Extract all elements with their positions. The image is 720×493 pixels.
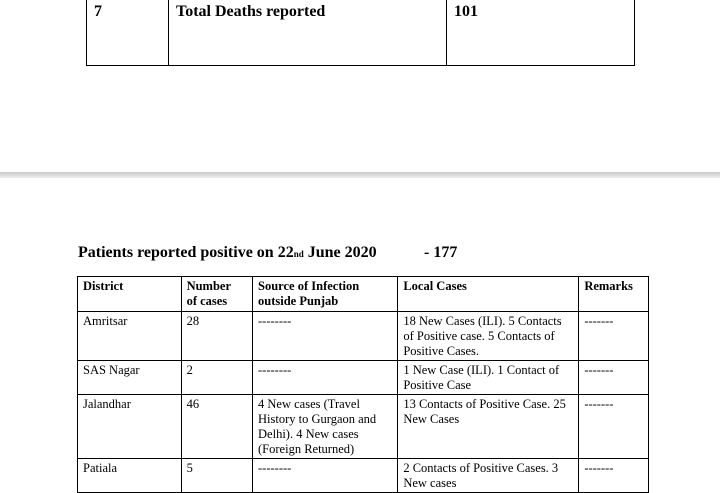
cases-cell: 5 [181,459,252,493]
page-top [0,0,720,172]
header-row [78,277,649,312]
district-cell: Jalandhar [78,395,182,459]
remarks-cell: ------- [579,361,649,395]
header-source-line1: Source of Infection [258,279,360,293]
district-cell: Patiala [78,459,182,493]
header-district: District [78,277,182,312]
heading-count: - 177 [424,244,458,261]
section-heading [78,244,458,262]
district-cell: Amritsar [78,312,182,361]
header-source [253,277,398,312]
heading-suffix: June 2020 [303,244,377,261]
header-number [181,277,252,312]
remarks-cell: ------- [579,459,649,493]
cases-cell: 2 [181,361,252,395]
local-cell: 1 New Case (ILI). 1 Contact of Positive Case [398,361,579,395]
table-row [78,395,649,459]
header-source-line2: outside Punjab [258,294,339,308]
source-cell: 4 New cases (Travel History to Gurgaon and Delhi). 4 New cases (Foreign Returned) [253,395,398,459]
table-row [78,459,649,493]
source-cell: -------- [253,312,398,361]
deaths-summary-table [86,0,635,66]
local-cell: 18 New Cases (ILI). 5 Contacts of Positive case. 5 Contacts of Positive Cases. [398,312,579,361]
header-remarks: Remarks [579,277,649,312]
header-local: Local Cases [398,277,579,312]
header-number-line1: Number [186,279,232,293]
cases-cell: 46 [181,395,252,459]
heading-prefix: Patients reported positive on 22 [78,244,294,261]
heading-ordinal: nd [293,249,304,259]
cases-cell: 28 [181,312,252,361]
local-cell: 2 Contacts of Positive Cases. 3 New cases [398,459,579,493]
remarks-cell: ------- [579,395,649,459]
label-cell: Total Deaths reported [169,0,447,66]
source-cell: -------- [253,361,398,395]
header-number-line2: of cases [186,294,228,308]
cases-table [77,276,649,493]
serial-cell: 7 [87,0,169,66]
value-cell: 101 [447,0,635,66]
table-row [78,312,649,361]
table-row [78,361,649,395]
source-cell: -------- [253,459,398,493]
table-row [87,0,635,66]
district-cell: SAS Nagar [78,361,182,395]
local-cell: 13 Contacts of Positive Case. 25 New Cases [398,395,579,459]
remarks-cell: ------- [579,312,649,361]
